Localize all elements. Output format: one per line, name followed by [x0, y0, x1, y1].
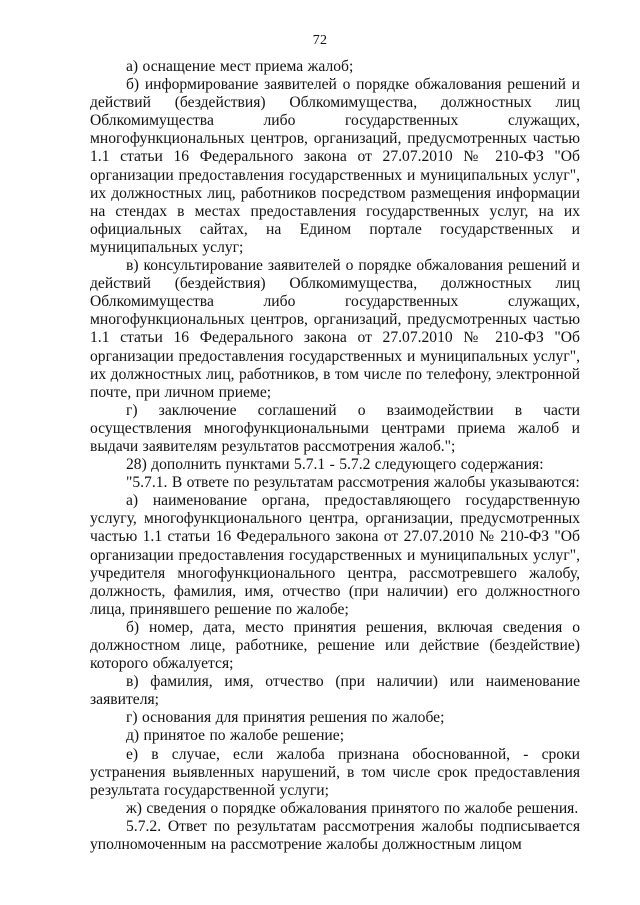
paragraph-clause-5-7-1: "5.7.1. В ответе по результатам рассмотрения жалобы указываются: — [126, 474, 580, 492]
paragraph-item-b: б) информирование заявителей о порядке обжалования решений и действий (бездействия) Облкомимущества, должностных лиц Облкомимущества либо государственных служащих, многофункциональных центров, организаций, предусмотренных частью 1.1 статьи 16 Федерального закона от 27.07.2010 № 210-ФЗ "Об организации предоставления государственных и муниципальных услуг", их должностных лиц, работников посредством размещения информации на стендах в местах предоставления государственных услуг, на их официальных сайтах, на Едином портале государственных и муниципальных услуг; — [90, 76, 580, 256]
paragraph-clause-v: в) фамилия, имя, отчество (при наличии) или наименование заявителя; — [90, 673, 580, 709]
paragraph-clause-d: д) принятое по жалобе решение; — [126, 727, 345, 745]
document-body — [90, 58, 580, 854]
paragraph-item-g: г) заключение соглашений о взаимодействии в части осуществления многофункциональными центрами приема жалоб и выдачи заявителям результатов рассмотрения жалоб."; — [90, 401, 580, 455]
paragraph-clause-a: а) наименование органа, предоставляющего государственную услугу, многофункционального центра, организации, предусмотренных частью 1.1 статьи 16 Федерального закона от 27.07.2010 № 210-ФЗ "Об организации предоставления государственных и муниципальных услуг", учредителя многофункционального центра, рассмотревшего жалобу, должность, фамилия, имя, отчество (при наличии) его должностного лица, принявшего решение по жалобе; — [90, 492, 580, 618]
paragraph-item-v: в) консультирование заявителей о порядке обжалования решений и действий (бездействия) Облкомимущества, должностных лиц Облкомимущества либо государственных служащих, многофункциональных центров, организаций, предусмотренных частью 1.1 статьи 16 Федерального закона от 27.07.2010 № 210-ФЗ "Об организации предоставления государственных и муниципальных услуг", их должностных лиц, работников, в том числе по телефону, электронной почте, при личном приеме; — [90, 257, 580, 401]
paragraph-clause-e: е) в случае, если жалоба признана обоснованной, - сроки устранения выявленных нарушений, в том числе срок предоставления результата государственной услуги; — [90, 745, 580, 799]
paragraph-clause-zh: ж) сведения о порядке обжалования принятого по жалобе решения. — [126, 799, 579, 817]
paragraph-clause-b: б) номер, дата, место принятия решения, включая сведения о должностном лице, работнике, решение или действие (бездействие) которого обжалуется; — [90, 618, 580, 673]
paragraph-amendment-28: 28) дополнить пунктами 5.7.1 - 5.7.2 следующего содержания: — [126, 456, 544, 474]
page-number: 72 — [312, 33, 328, 48]
paragraph-item-a: а) оснащение мест приема жалоб; — [126, 58, 354, 75]
paragraph-clause-g: г) основания для принятия решения по жалобе; — [126, 709, 445, 727]
paragraph-clause-5-7-2: 5.7.2. Ответ по результатам рассмотрения жалобы подписывается уполномоченным на рассмотрение жалобы должностным лицом — [90, 817, 580, 854]
